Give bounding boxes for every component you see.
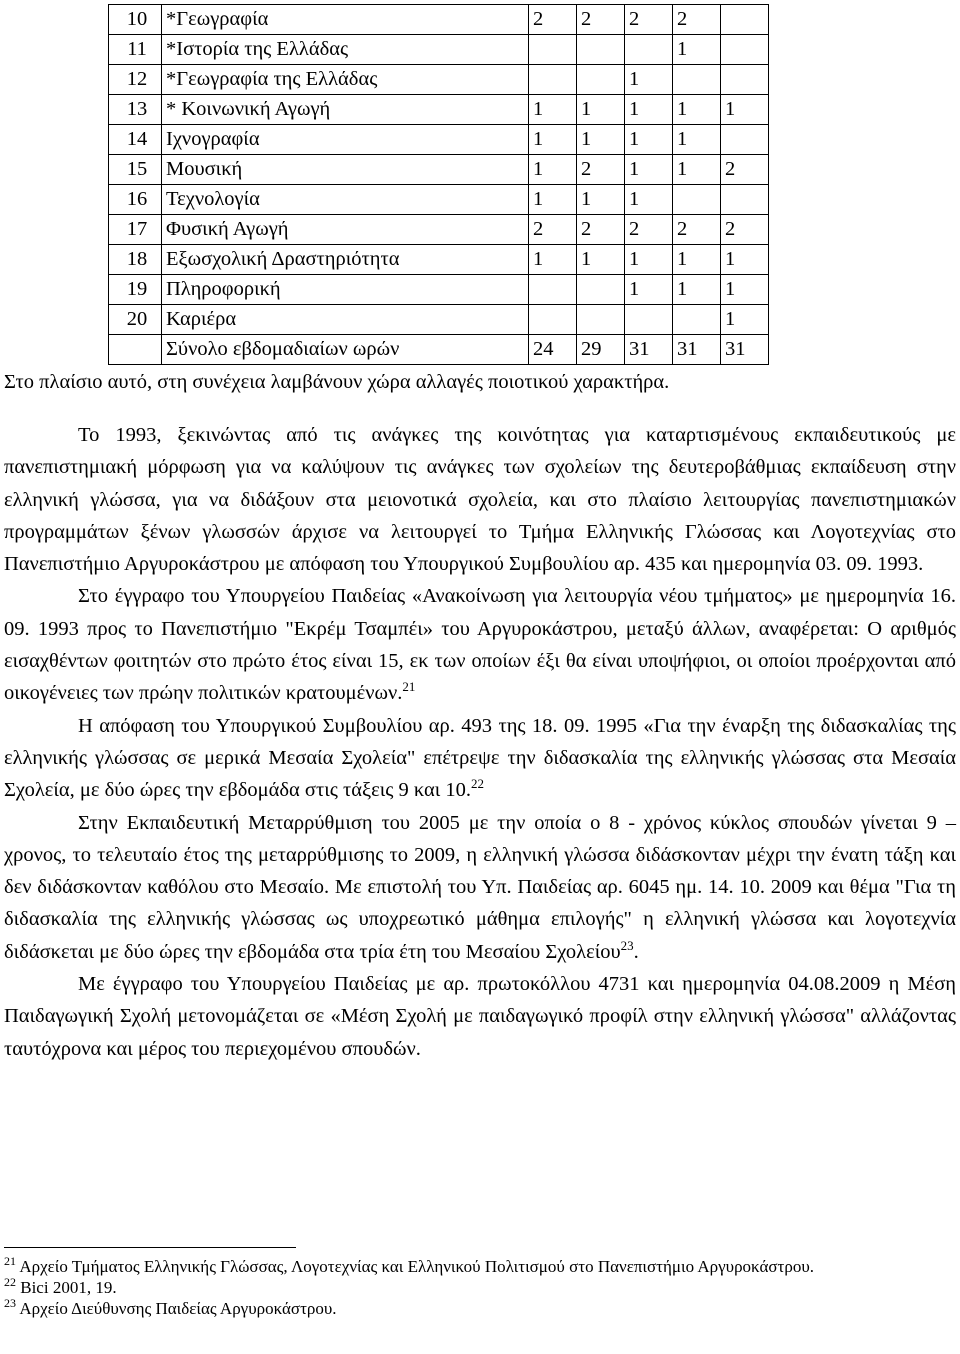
hours-cell: 1: [625, 245, 673, 275]
total-hours-cell: 31: [673, 335, 721, 365]
footnote-number: 23: [4, 1296, 16, 1310]
paragraph-4: [4, 807, 956, 968]
paragraph-2-text: Στο έγγραφο του Υπουργείου Παιδείας «Ανακοίνωση για λειτουργία νέου τμήματος» με ημερομηνία 16. 09. 1993 προς το Πανεπιστήμιο "Εκρέμ Τσαμπέι» του Αργυροκάστρου, μεταξύ άλλων, αναφέρεται: Ο αριθμός εισαχθέντων φοιτητών στο πρώτο έτος είναι 15, εκ των οποίων έξι θα είναι υποψήφιοι, οι οποίοι προέρχονται από οικογένειες των πρώην πολιτικών κρατουμένων.: [4, 585, 956, 705]
row-number-cell: 18: [109, 245, 162, 275]
hours-cell: 1: [625, 125, 673, 155]
row-number-cell: 17: [109, 215, 162, 245]
hours-cell: [625, 35, 673, 65]
hours-cell: 2: [625, 5, 673, 35]
hours-cell: [577, 35, 625, 65]
paragraph-5-text: Με έγγραφο του Υπουργείου Παιδείας με αρ. πρωτοκόλλου 4731 και ημερομηνία 04.08.2009 η Μέση Παιδαγωγική Σχολή μετονομάζεται σε «Μέση Σχολή με παιδαγωγικό προφίλ στην ελληνική γλώσσα" αλλάζοντας ταυτόχρονα και μέρος του περιεχομένου σπουδών.: [4, 973, 956, 1060]
subject-cell: *Γεωγραφία της Ελλάδας: [162, 65, 529, 95]
hours-cell: 1: [529, 155, 577, 185]
subject-cell: Φυσική Αγωγή: [162, 215, 529, 245]
hours-cell: 1: [577, 125, 625, 155]
hours-cell: 2: [529, 215, 577, 245]
table-row: [109, 215, 769, 245]
hours-cell: 2: [577, 5, 625, 35]
hours-cell: 1: [529, 95, 577, 125]
hours-cell: 2: [721, 155, 769, 185]
row-number-cell: 19: [109, 275, 162, 305]
paragraph-1: [4, 419, 956, 580]
total-label-cell: Σύνολο εβδομαδιαίων ωρών: [162, 335, 529, 365]
hours-cell: 1: [529, 245, 577, 275]
hours-cell: 1: [673, 35, 721, 65]
paragraph-4-end: .: [633, 940, 639, 963]
table-row: [109, 65, 769, 95]
hours-cell: 1: [577, 185, 625, 215]
total-hours-cell: 31: [721, 335, 769, 365]
footnotes: [4, 1254, 958, 1320]
footnote-ref-22: 22: [471, 776, 484, 792]
row-number-cell: 13: [109, 95, 162, 125]
table-row: [109, 35, 769, 65]
hours-cell: [577, 305, 625, 335]
paragraph-4-text: Στην Εκπαιδευτική Μεταρρύθμιση του 2005 με την οποία ο 8 - χρόνος κύκλος σπουδών γίνεται 9 – χρονος, το τελευταίο έτος της μεταρρύθμισης το 2009, η ελληνική γλώσσα διδάσκονταν μέχρι την ένατη τάξη και δεν διδάσκονταν καθόλου στο Μεσαίο. Με επιστολή του Υπ. Παιδείας αρ. 6045 ημ. 14. 10. 2009 και θέμα "Για τη διδασκαλία της ελληνικής γλώσσας ως υποχρεωτικό μάθημα επιλογής" η ελληνική γλώσσα και λογοτεχνία διδάσκεται με δύο ώρες την εβδομάδα στα τρία έτη του Μεσαίου Σχολείου: [4, 811, 956, 963]
hours-cell: 2: [673, 5, 721, 35]
total-hours-cell: 31: [625, 335, 673, 365]
subject-cell: *Ιστορία της Ελλάδας: [162, 35, 529, 65]
hours-cell: [721, 185, 769, 215]
paragraph-2: [4, 580, 956, 709]
footnote-number: 21: [4, 1254, 16, 1268]
hours-cell: [673, 305, 721, 335]
hours-cell: 1: [529, 125, 577, 155]
subject-cell: * Κοινωνική Αγωγή: [162, 95, 529, 125]
subject-cell: *Γεωγραφία: [162, 5, 529, 35]
table-total-row: [109, 335, 769, 365]
hours-cell: 1: [625, 155, 673, 185]
hours-cell: [625, 305, 673, 335]
paragraph-3-text: Η απόφαση του Υπουργικού Συμβουλίου αρ. 493 της 18. 09. 1995 «Για την έναρξη της διδασκαλίας της ελληνικής γλώσσας σε μερικά Μεσαία Σχολεία" επέτρεψε την διδασκαλία της ελληνικής γλώσσας στα Μεσαία Σχολεία, με δύο ώρες την εβδομάδα στις τάξεις 9 και 10.: [4, 714, 956, 802]
hours-cell: 2: [625, 215, 673, 245]
row-number-cell: 12: [109, 65, 162, 95]
hours-cell: [721, 5, 769, 35]
table-row: [109, 185, 769, 215]
subject-cell: Καριέρα: [162, 305, 529, 335]
table-followup-sentence: Στο πλαίσιο αυτό, στη συνέχεια λαμβάνουν χώρα αλλαγές ποιοτικού χαρακτήρα.: [4, 371, 670, 393]
hours-cell: 1: [721, 245, 769, 275]
footnote-number: 22: [4, 1275, 16, 1289]
footnote-22: [4, 1275, 958, 1297]
table-row: [109, 5, 769, 35]
hours-cell: [721, 35, 769, 65]
hours-cell: 1: [625, 275, 673, 305]
hours-cell: 1: [673, 245, 721, 275]
hours-cell: 1: [673, 155, 721, 185]
hours-cell: [721, 125, 769, 155]
table-row: [109, 275, 769, 305]
hours-cell: 2: [577, 155, 625, 185]
hours-cell: [529, 35, 577, 65]
footnote-separator: [4, 1247, 296, 1248]
hours-cell: 1: [529, 185, 577, 215]
hours-cell: 1: [721, 275, 769, 305]
weekly-hours-table: [108, 4, 769, 365]
hours-cell: 2: [529, 5, 577, 35]
total-hours-cell: 29: [577, 335, 625, 365]
main-body-text: [4, 419, 956, 1065]
footnote-ref-23: 23: [620, 937, 634, 953]
table-row: [109, 155, 769, 185]
hours-cell: [673, 65, 721, 95]
hours-cell: 1: [673, 95, 721, 125]
footnote-text: Αρχείο Διεύθυνσης Παιδείας Αργυροκάστρου.: [19, 1299, 337, 1318]
row-number-cell: 15: [109, 155, 162, 185]
hours-cell: 1: [721, 305, 769, 335]
row-number-cell: 14: [109, 125, 162, 155]
table-row: [109, 305, 769, 335]
hours-cell: 1: [721, 95, 769, 125]
footnote-ref-21: 21: [402, 679, 416, 695]
subject-cell: Πληροφορική: [162, 275, 529, 305]
paragraph-3: [4, 710, 956, 807]
hours-cell: 1: [577, 245, 625, 275]
hours-cell: [529, 275, 577, 305]
paragraph-1-text: Το 1993, ξεκινώντας από τις ανάγκες της κοινότητας για καταρτισμένους εκπαιδευτικούς με πανεπιστημιακή μόρφωση για να καλύψουν τις ανάγκες των σχολείων της δευτεροβάθμιας εκπαίδευση στην ελληνική γλώσσα, για να διδάξουν στα μειονοτικά σχολεία, και στο πλαίσιο λειτουργίας πανεπιστημιακών προγραμμάτων ξένων γλωσσών άρχισε να λειτουργεί το Τμήμα Ελληνικής Γλώσσας και Λογοτεχνίας στο Πανεπιστήμιο Αργυροκάστρου με απόφαση του Υπουργικού Συμβουλίου αρ. 435 και ημερομηνία 03. 09. 1993.: [4, 424, 956, 576]
hours-cell: 1: [625, 185, 673, 215]
hours-cell: [577, 275, 625, 305]
subject-cell: Τεχνολογία: [162, 185, 529, 215]
table-body: [109, 5, 769, 365]
subject-cell: Μουσική: [162, 155, 529, 185]
footnote-text: Αρχείο Τμήματος Ελληνικής Γλώσσας, Λογοτεχνίας και Ελληνικού Πολιτισμού στο Πανεπιστήμιο Αργυροκάστρου.: [19, 1257, 815, 1276]
hours-cell: 1: [673, 125, 721, 155]
row-number-cell: 10: [109, 5, 162, 35]
total-hours-cell: 24: [529, 335, 577, 365]
hours-cell: 1: [673, 275, 721, 305]
hours-cell: [577, 65, 625, 95]
row-number-cell: 20: [109, 305, 162, 335]
hours-cell: 1: [625, 65, 673, 95]
hours-cell: 2: [577, 215, 625, 245]
footnote-23: [4, 1296, 958, 1318]
row-number-cell: 16: [109, 185, 162, 215]
hours-cell: [721, 65, 769, 95]
row-number-cell: 11: [109, 35, 162, 65]
hours-cell: [529, 305, 577, 335]
hours-cell: 1: [577, 95, 625, 125]
subject-cell: Ιχνογραφία: [162, 125, 529, 155]
hours-cell: [529, 65, 577, 95]
table-row: [109, 95, 769, 125]
hours-cell: 2: [721, 215, 769, 245]
empty-cell: [109, 335, 162, 365]
hours-cell: [673, 185, 721, 215]
footnote-text: Bici 2001, 19.: [20, 1278, 117, 1297]
table-row: [109, 125, 769, 155]
paragraph-5: [4, 968, 956, 1065]
table-row: [109, 245, 769, 275]
hours-cell: 1: [625, 95, 673, 125]
subject-cell: Εξωσχολική Δραστηριότητα: [162, 245, 529, 275]
hours-cell: 2: [673, 215, 721, 245]
footnote-21: [4, 1254, 958, 1276]
